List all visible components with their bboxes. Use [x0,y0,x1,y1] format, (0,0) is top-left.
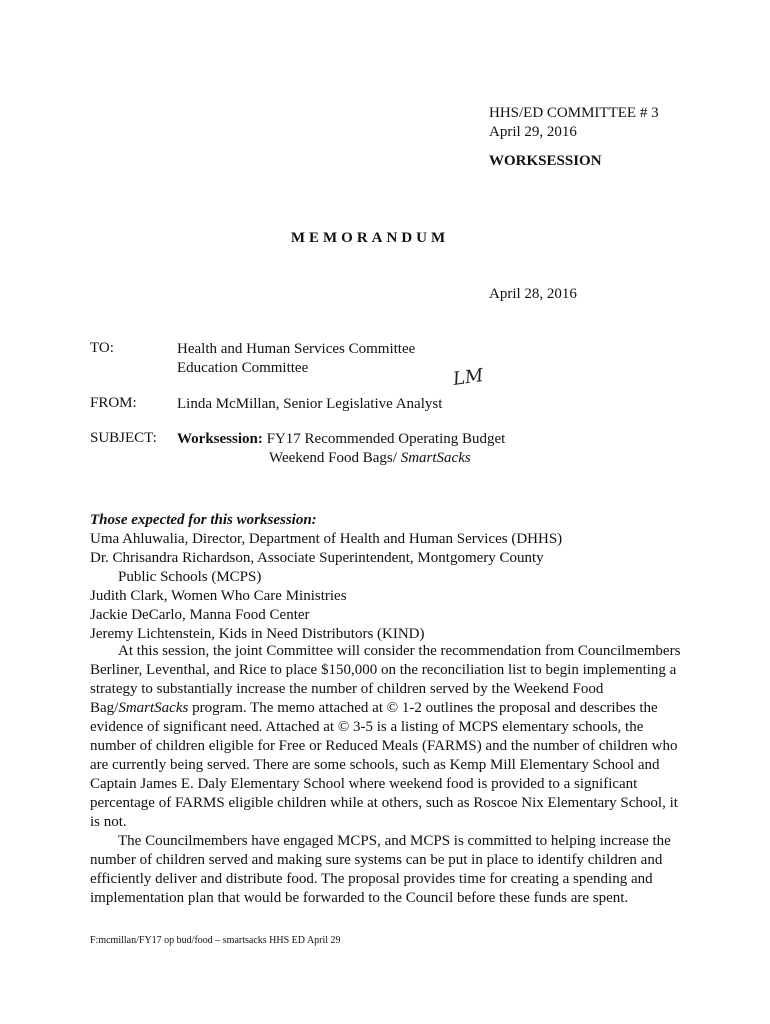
attendee: Judith Clark, Women Who Care Ministries [90,588,347,604]
to-recipient-2: Education Committee [177,360,309,376]
attendee: Uma Ahluwalia, Director, Department of Health and Human Services (DHHS) [90,531,563,547]
subject-line2-italic: SmartSacks [400,450,471,466]
signature-initials: LM [451,364,485,391]
expected-attendees [90,511,562,644]
paragraph-1-part1: At this session, the joint Committee will consider the recommendation from Councilmembers Berliner, Leventhal, and Rice to place $150,000 on the reconciliation list to begin implementing a strategy to substantially increase the number of children served by the Weekend Food Bag/ [90,643,681,716]
paragraph-2: The Councilmembers have engaged MCPS, and MCPS is committed to helping increase the number of children served and making sure systems can be put in place to identify children and efficiently deliver and distribute food. The proposal provides time for creating a spending and implementation plan that would be forwarded to the Council before these funds are spent. [90,833,671,906]
paragraph-1 [90,642,690,832]
to-recipients [177,340,415,378]
attendee: Jackie DeCarlo, Manna Food Center [90,607,310,623]
from-value: Linda McMillan, Senior Legislative Analyst [177,396,443,412]
subject-label: SUBJECT: [90,430,157,446]
subject-line1: FY17 Recommended Operating Budget [262,431,506,447]
paragraph-1-italic: SmartSacks [118,700,189,716]
header-date: April 29, 2016 [489,124,577,140]
header-block [489,104,659,171]
from-label: FROM: [90,395,137,411]
to-recipient-1: Health and Human Services Committee [177,341,416,357]
attendee: Dr. Chrisandra Richardson, Associate Superintendent, Montgomery County [90,550,544,566]
subject-value [177,430,505,468]
to-label: TO: [90,340,114,356]
expected-heading: Those expected for this worksession: [90,512,317,528]
session-type: WORKSESSION [489,153,602,169]
committee-number: HHS/ED COMMITTEE # 3 [489,105,659,121]
footer-path: F:mcmillan/FY17 op bud/food – smartsacks HHS ED April 29 [90,935,341,946]
memo-date: April 28, 2016 [489,286,577,302]
attendee: Jeremy Lichtenstein, Kids in Need Distributors (KIND) [90,626,425,642]
memo-title: MEMORANDUM [290,230,450,246]
subject-bold: Worksession: [177,431,263,447]
subject-line2: Weekend Food Bags/ [269,450,401,466]
attendee-continuation: Public Schools (MCPS) [118,569,262,585]
paragraph-1-part2: program. The memo attached at © 1-2 outlines the proposal and describes the evidence of significant need. Attached at © 3-5 is a listing of MCPS elementary schools, the number of children eligible for Free or Reduced Meals (FARMS) and the number of children who are currently being served. There are some schools, such as Kemp Mill Elementary School and Captain James E. Daly Elementary School where weekend food is provided to a significant percentage of FARMS eligible children while at others, such as Roscoe Nix Elementary School, it is not. [90,700,678,830]
